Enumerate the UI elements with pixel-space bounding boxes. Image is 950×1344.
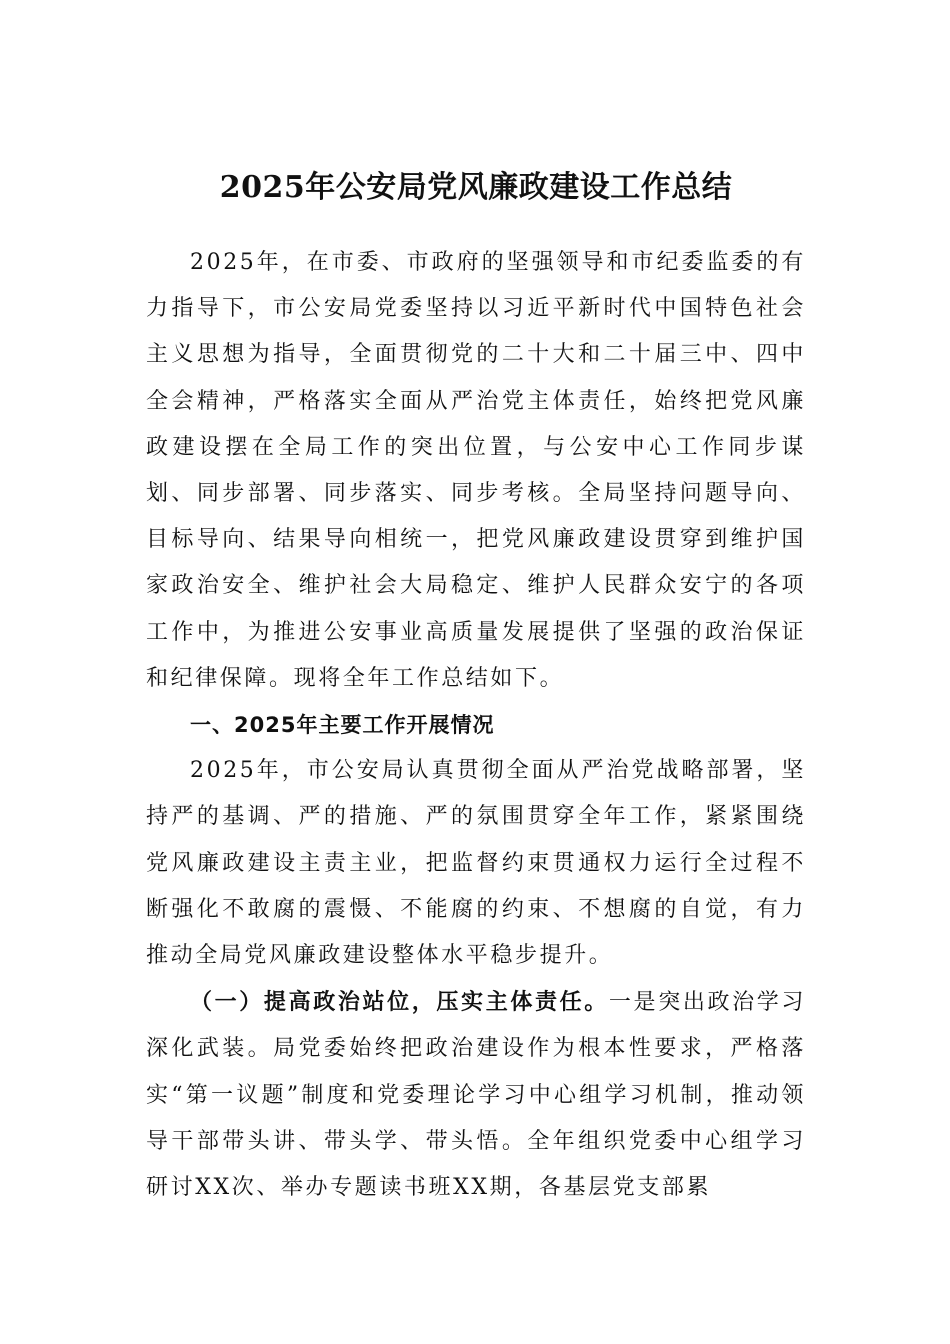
- section-1-paragraph: 2025年，市公安局认真贯彻全面从严治党战略部署，坚持严的基调、严的措施、严的氛围贯穿全年工作，紧紧围绕党风廉政建设主责主业，把监督约束贯通权力运行全过程不断强化不敢腐的震慑、不能腐的约束、不想腐的自觉，有力推动全局党风廉政建设整体水平稳步提升。: [146, 758, 806, 969]
- subsection-1-text: 一是突出政治学习深化武装。局党委始终把政治建设作为根本性要求，严格落实“第一议题”制度和党委理论学习中心组学习机制，推动领导干部带头讲、带头学、带头悟。全年组织党委中心组学习研讨XX次、举办专题读书班XX期，各基层党支部累: [146, 990, 806, 1201]
- subsection-heading-1: （一）提高政治站位，压实主体责任。: [190, 989, 609, 1016]
- section-heading-1: 一、2025年主要工作开展情况: [190, 713, 495, 738]
- document-body: [146, 240, 806, 1211]
- intro-paragraph: 2025年，在市委、市政府的坚强领导和市纪委监委的有力指导下，市公安局党委坚持以习近平新时代中国特色社会主义思想为指导，全面贯彻党的二十大和二十届三中、四中全会精神，严格落实全面从严治党主体责任，始终把党风廉政建设摆在全局工作的突出位置，与公安中心工作同步谋划、同步部署、同步落实、同步考核。全局坚持问题导向、目标导向、结果导向相统一，把党风廉政建设贯穿到维护国家政治安全、维护社会大局稳定、维护人民群众安宁的各项工作中，为推进公安事业高质量发展提供了坚强的政治保证和纪律保障。现将全年工作总结如下。: [146, 250, 806, 691]
- document-title: 2025年公安局党风廉政建设工作总结: [219, 170, 733, 205]
- subsection-1-paragraph: [146, 979, 806, 1211]
